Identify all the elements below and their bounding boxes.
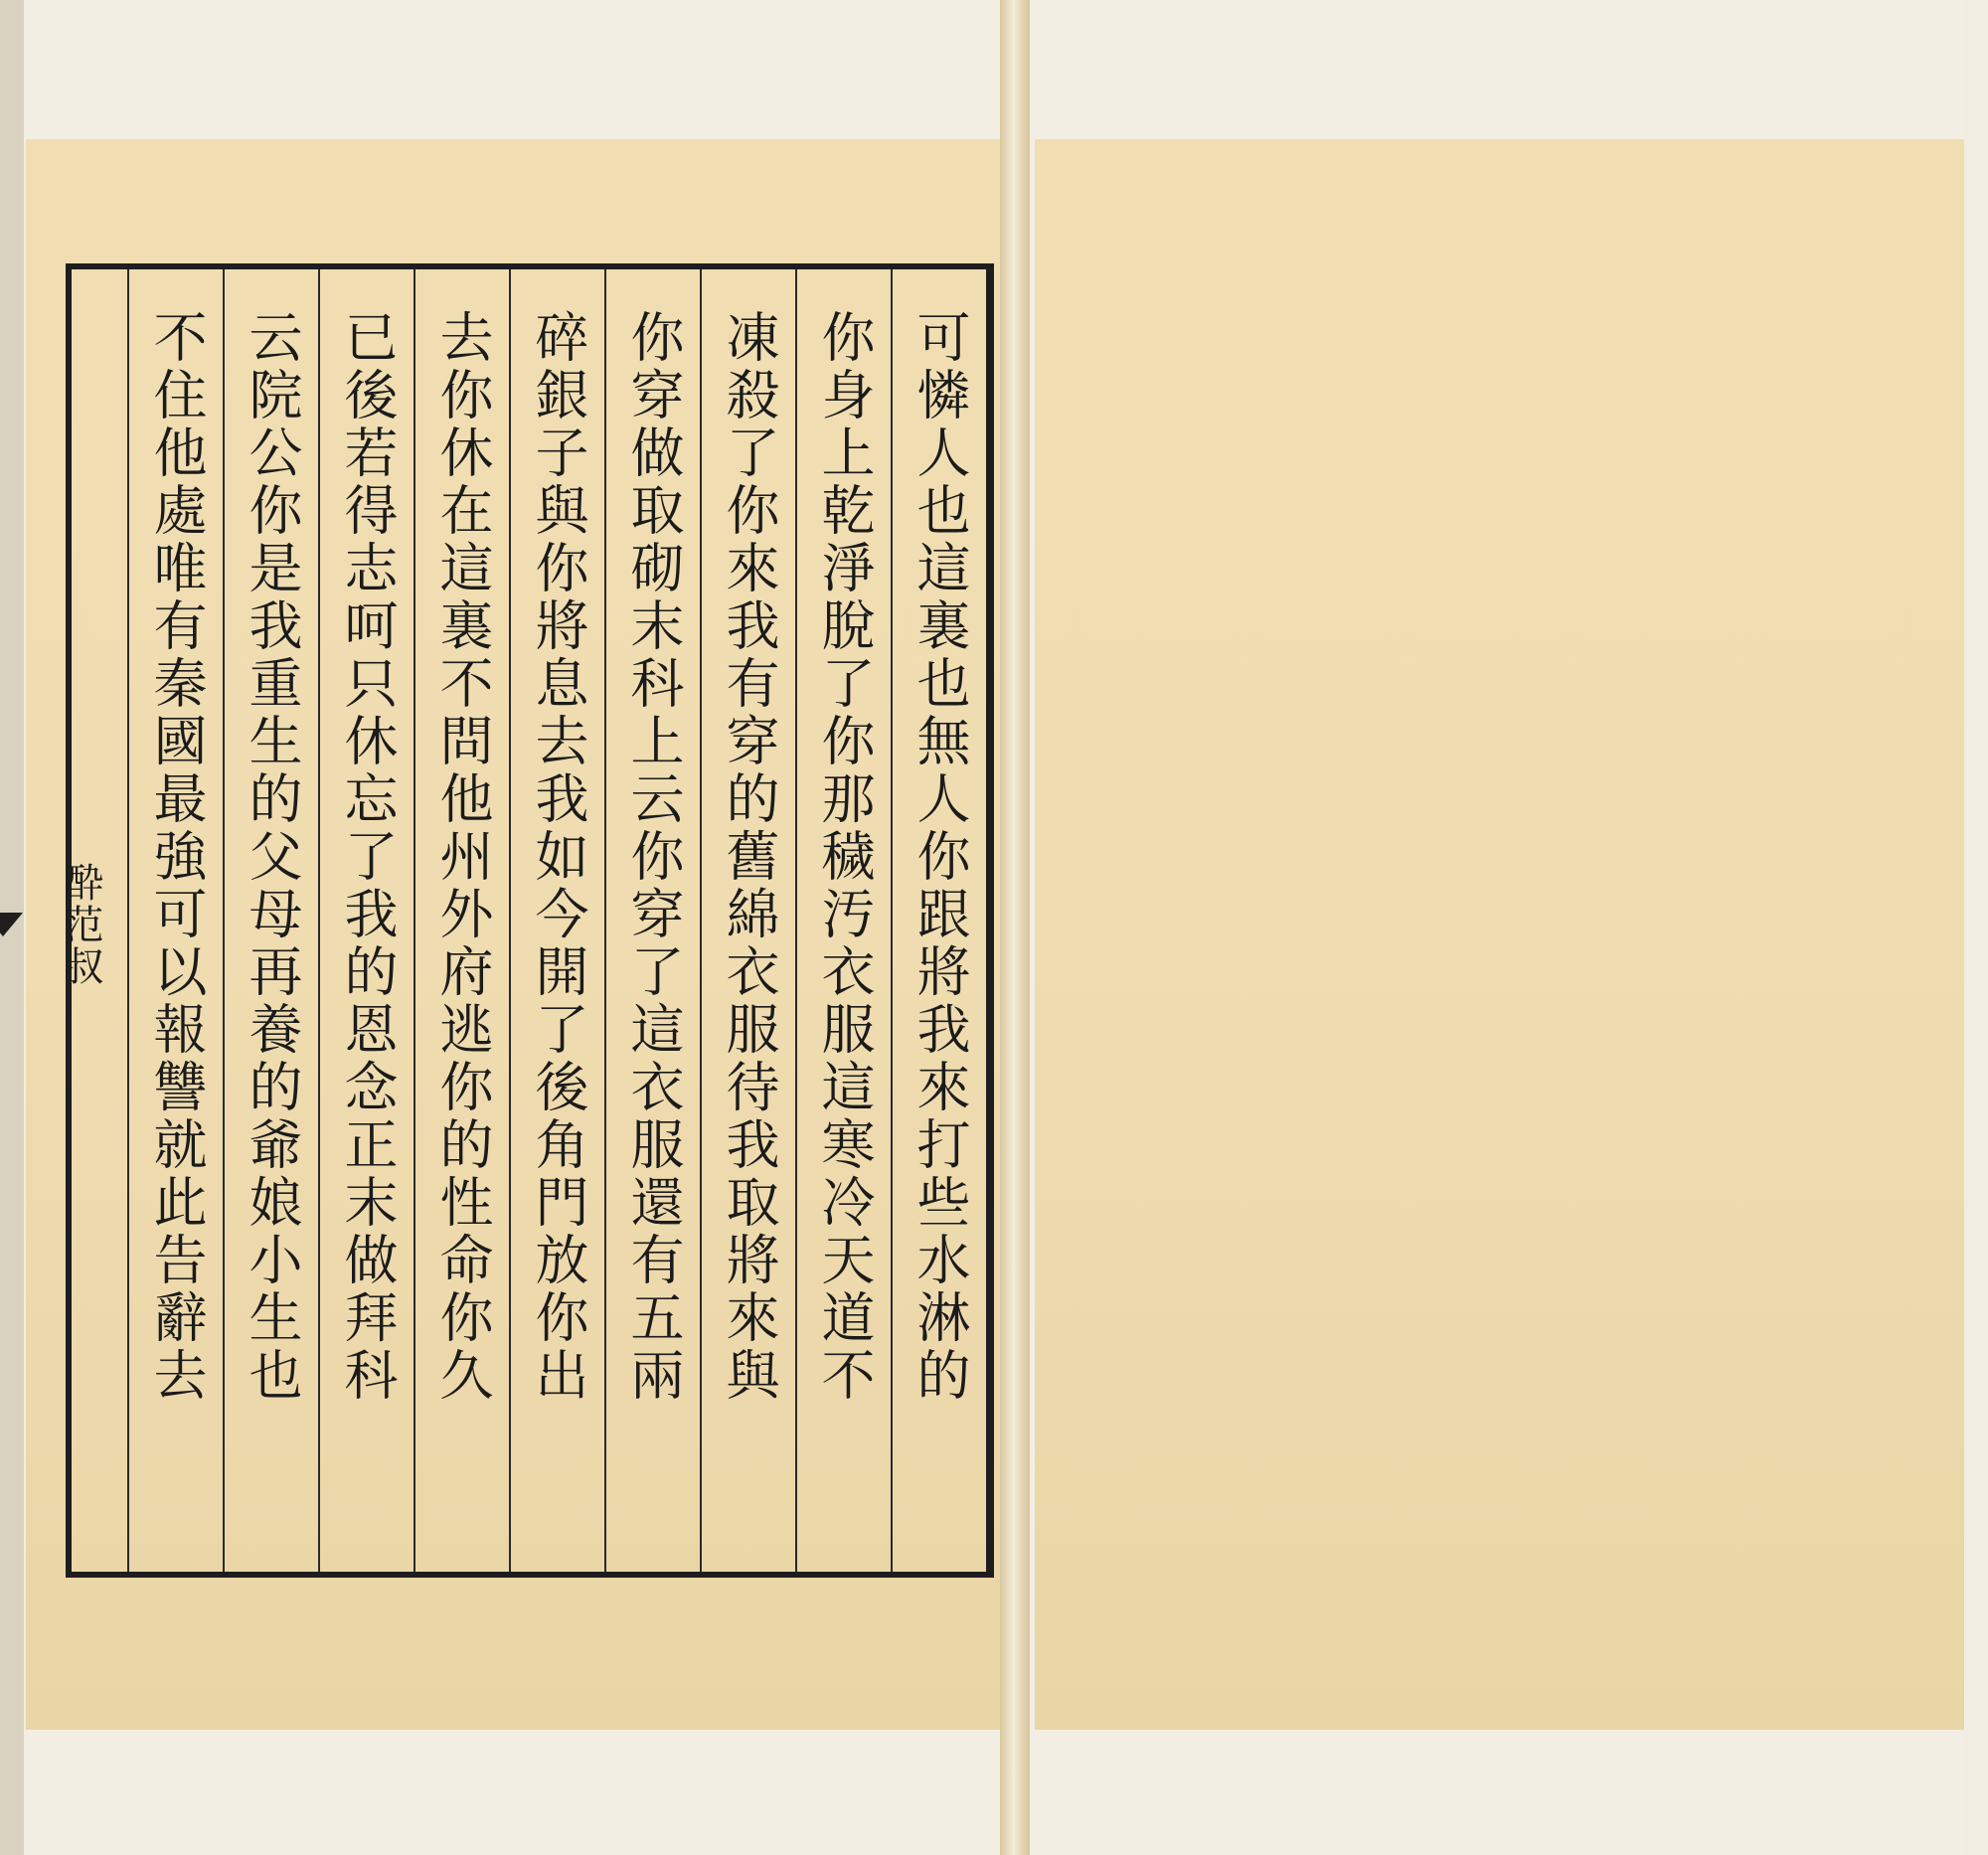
fishtail-marker-icon [0,913,23,936]
left-column-6 [414,269,509,1572]
left-column-5-text: 碎銀子與你將息去我如今開了後角門放你出 [527,309,589,1405]
left-column-6-text: 去你休在這裏不問他州外府逃你的性命你久 [431,309,494,1405]
left-column-8-text: 云院公你是我重生的父母再養的爺娘小生也 [241,309,303,1405]
left-column-9 [127,269,223,1572]
right-page [1010,0,1964,1855]
left-page-header-title: 酔范叔 [58,862,103,987]
left-page [26,0,1011,1855]
book-gutter [1000,0,1030,1855]
left-column-1 [891,269,986,1572]
left-column-4 [604,269,700,1572]
left-column-3-text: 凍殺了你來我有穿的舊綿衣服待我取將來與 [718,309,780,1405]
open-book-spread [26,0,1964,1855]
left-column-7-text: 已後若得志呵只休忘了我的恩念正末做拜科 [336,309,399,1405]
left-column-9-text: 不住他處唯有秦國最強可以報讐就此告辭去 [145,309,208,1405]
left-column-1-text: 可憐人也這裏也無人你跟將我來打些水淋的 [909,309,971,1405]
left-page-banxin [58,269,109,1572]
left-column-8 [223,269,318,1572]
left-column-2-text: 你身上乾淨脫了你那穢汚衣服這寒冷天道不 [813,309,876,1405]
left-column-2 [795,269,891,1572]
left-column-5 [509,269,604,1572]
left-column-4-text: 你穿做取砌末科上云你穿了這衣服還有五兩 [622,309,685,1405]
left-column-3 [700,269,795,1572]
right-page-paper [1035,139,1964,1730]
left-text-frame [58,263,994,1578]
left-column-7 [318,269,414,1572]
